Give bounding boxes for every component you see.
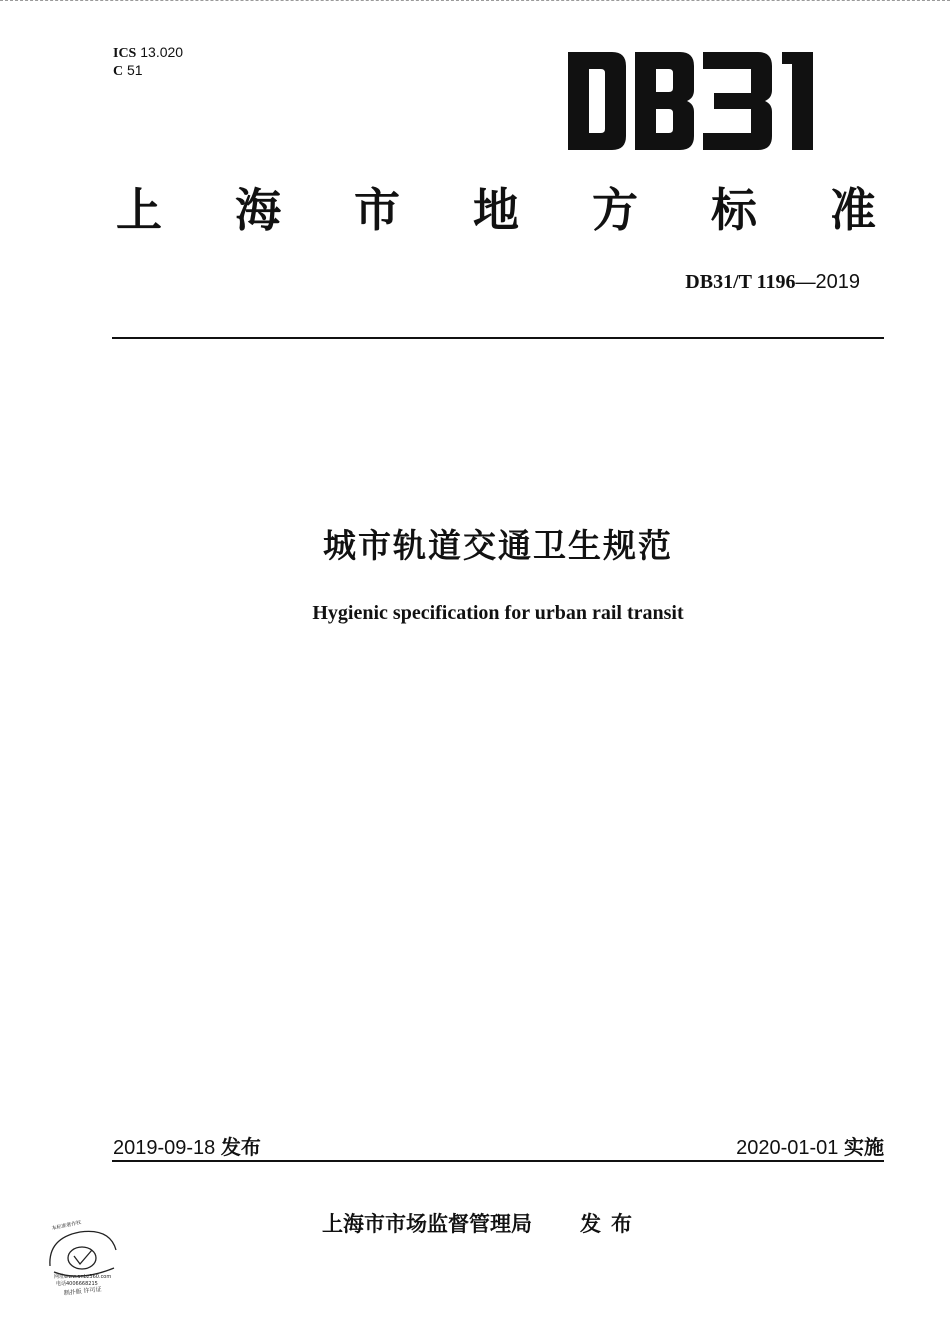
ics-label: ICS <box>113 46 137 61</box>
ics-code: 13.020 <box>140 44 184 60</box>
heading-char: 海 <box>235 183 281 237</box>
ccs-code: 51 <box>127 62 143 78</box>
ics-line <box>113 44 183 62</box>
ccs-label: C <box>113 64 124 79</box>
classification-codes <box>113 44 183 80</box>
issue-word: 发布 <box>220 1135 261 1159</box>
heading-char: 准 <box>830 183 876 237</box>
local-standard-heading <box>116 182 876 242</box>
heading-char: 市 <box>354 183 400 237</box>
standard-code: DB31/T 1196 <box>685 271 796 293</box>
heading-char: 方 <box>592 183 638 237</box>
standard-year: 2019 <box>815 271 860 293</box>
issue-date <box>113 1131 261 1160</box>
stamp-line: 制扑版 许可证 <box>63 1286 102 1297</box>
scan-edge <box>0 0 950 4</box>
heading-char: 地 <box>473 183 519 237</box>
ccs-line <box>113 62 183 80</box>
stamp-line: 电话4006668215 <box>56 1281 98 1287</box>
title-english: Hygienic specification for urban rail transit <box>312 602 684 624</box>
db31-logo <box>568 52 830 150</box>
standard-dash: — <box>795 271 816 293</box>
bottom-divider <box>112 1160 884 1162</box>
top-divider <box>112 337 884 339</box>
issue-date-value: 2019-09-18 <box>113 1137 216 1159</box>
copyright-stamp <box>40 1220 128 1300</box>
issuer-name: 上海市市场监督管理局 <box>322 1212 532 1236</box>
heading-char: 上 <box>116 183 162 237</box>
issuer-action: 发布 <box>580 1212 642 1236</box>
issuer <box>322 1208 642 1238</box>
implementation-date-value: 2020-01-01 <box>736 1137 839 1159</box>
standard-number <box>685 271 860 294</box>
title-chinese: 城市轨道交通卫生规范 <box>323 526 673 565</box>
heading-char: 标 <box>711 183 757 237</box>
stamp-line: 本标准著作权 <box>51 1220 82 1232</box>
stamp-line: 网址www.anbz360.com <box>54 1274 112 1280</box>
implementation-date <box>736 1131 884 1160</box>
implementation-word: 实施 <box>844 1135 884 1159</box>
